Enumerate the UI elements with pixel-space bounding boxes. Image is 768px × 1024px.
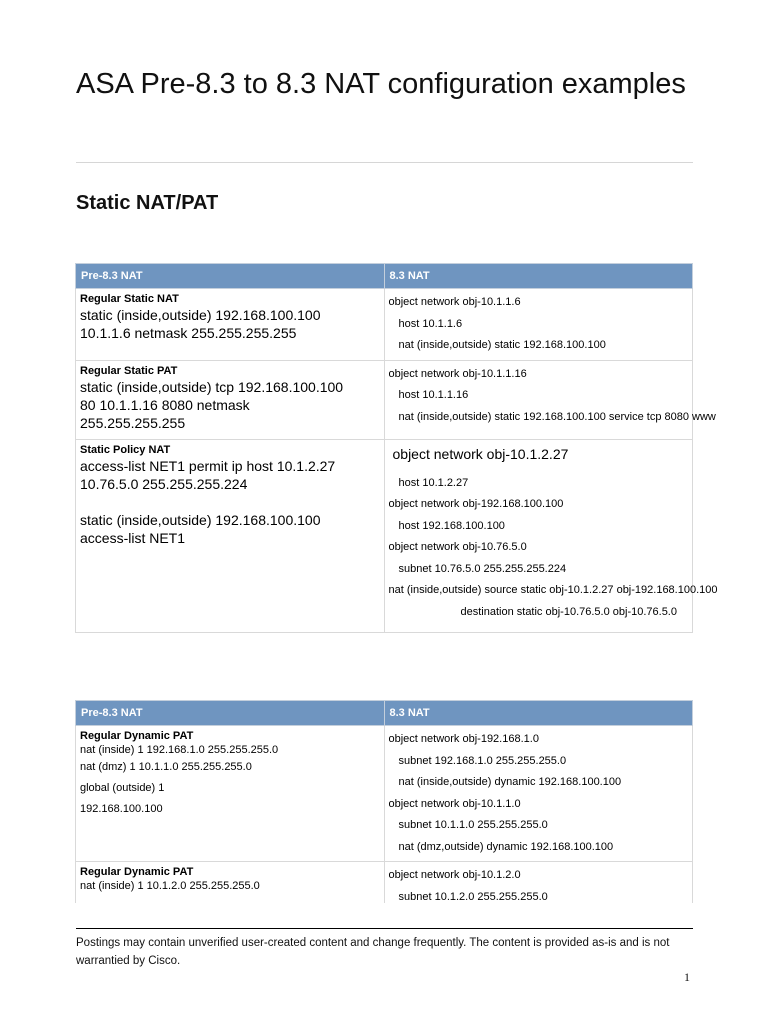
config-line: object network obj-192.168.100.100	[388, 498, 564, 510]
config-line: 255.255.255.255	[80, 414, 186, 431]
v83-cell	[384, 289, 693, 361]
table-row	[76, 726, 693, 862]
config-line: nat (dmz,outside) dynamic 192.168.100.100	[398, 840, 614, 853]
config-line: nat (inside,outside) static 192.168.100.100 service tcp 8080 www	[398, 410, 716, 423]
config-line: object network obj-10.1.2.0	[388, 869, 521, 881]
config-line: 80 10.1.1.16 8080 netmask	[80, 396, 250, 413]
config-line: nat (inside,outside) static 192.168.100.100	[398, 339, 606, 351]
table-row	[76, 439, 693, 632]
config-line: static (inside,outside) tcp 192.168.100.100	[80, 378, 344, 395]
config-line: 10.76.5.0 255.255.255.224	[80, 475, 248, 492]
config-line: subnet 192.168.1.0 255.255.255.0	[398, 754, 567, 767]
config-line: object network obj-10.1.1.16	[388, 367, 527, 380]
v83-cell	[384, 726, 693, 862]
config-line: nat (inside,outside) dynamic 192.168.100.100	[398, 776, 622, 788]
table-header-row	[76, 264, 693, 289]
row-label: Regular Dynamic PAT	[80, 866, 194, 878]
page-number: 1	[684, 970, 690, 984]
config-line: nat (inside) 1 192.168.1.0 255.255.255.0	[80, 744, 279, 756]
config-line: host 192.168.100.100	[398, 519, 505, 532]
pre83-cell	[76, 726, 385, 862]
row-label: Static Policy NAT	[80, 443, 171, 456]
table-row	[76, 289, 693, 361]
config-line: access-list NET1 permit ip host 10.1.2.27	[80, 457, 336, 474]
config-line: 192.168.100.100	[80, 803, 163, 815]
config-line: object network obj-10.1.1.0	[388, 797, 521, 810]
column-header-83: 8.3 NAT	[384, 701, 693, 726]
pre83-cell	[76, 289, 385, 361]
config-line: static (inside,outside) 192.168.100.100	[80, 511, 321, 528]
config-line: static (inside,outside) 192.168.100.100	[80, 307, 321, 323]
pre83-cell	[76, 862, 385, 904]
section-heading: Static NAT/PAT	[76, 192, 219, 214]
static-nat-table	[75, 263, 718, 633]
config-line: nat (dmz) 1 10.1.1.0 255.255.255.0	[80, 761, 252, 773]
config-line: object network obj-10.1.1.6	[388, 296, 521, 308]
dynamic-pat-table-wrapper	[0, 700, 768, 903]
config-line: 10.1.1.6 netmask 255.255.255.255	[80, 325, 297, 341]
config-line: host 10.1.2.27	[398, 476, 469, 489]
table-row	[76, 360, 693, 439]
config-line: access-list NET1	[80, 529, 186, 546]
row-label: Regular Static PAT	[80, 364, 178, 377]
config-line: subnet 10.76.5.0 255.255.255.224	[398, 562, 567, 575]
pre83-cell	[76, 360, 385, 439]
row-label: Regular Static NAT	[80, 293, 179, 305]
v83-cell	[384, 862, 693, 904]
config-line: destination static obj-10.76.5.0 obj-10.76.5.0	[460, 605, 677, 618]
config-line: host 10.1.1.6	[398, 317, 463, 330]
footer-divider	[76, 928, 693, 929]
config-line: subnet 10.1.1.0 255.255.255.0	[398, 819, 548, 831]
v83-cell	[384, 360, 716, 439]
footer-disclaimer: Postings may contain unverified user-created content and change frequently. The content is provided as-is and is not warrantied by Cisco.	[76, 937, 670, 967]
config-line: object network obj-10.1.2.27	[392, 445, 569, 462]
config-line: nat (inside) 1 10.1.2.0 255.255.255.0	[80, 880, 260, 892]
v83-cell	[384, 439, 718, 632]
config-line: global (outside) 1	[80, 782, 165, 794]
column-header-pre83: Pre-8.3 NAT	[76, 701, 385, 726]
dynamic-pat-table	[75, 700, 693, 903]
page-title: ASA Pre-8.3 to 8.3 NAT configuration examples	[76, 68, 686, 100]
pre83-cell	[76, 439, 385, 632]
config-line: nat (inside,outside) source static obj-10.1.2.27 obj-192.168.100.100	[388, 584, 718, 596]
config-line: object network obj-10.76.5.0	[388, 541, 527, 553]
column-header-83: 8.3 NAT	[384, 264, 693, 289]
table-header-row	[76, 701, 693, 726]
column-header-pre83: Pre-8.3 NAT	[76, 264, 385, 289]
config-line: subnet 10.1.2.0 255.255.255.0	[398, 890, 548, 903]
row-label: Regular Dynamic PAT	[80, 730, 194, 742]
config-line: host 10.1.1.16	[398, 389, 469, 401]
config-line: object network obj-192.168.1.0	[388, 733, 539, 745]
title-divider	[76, 162, 693, 163]
table-row	[76, 862, 693, 904]
